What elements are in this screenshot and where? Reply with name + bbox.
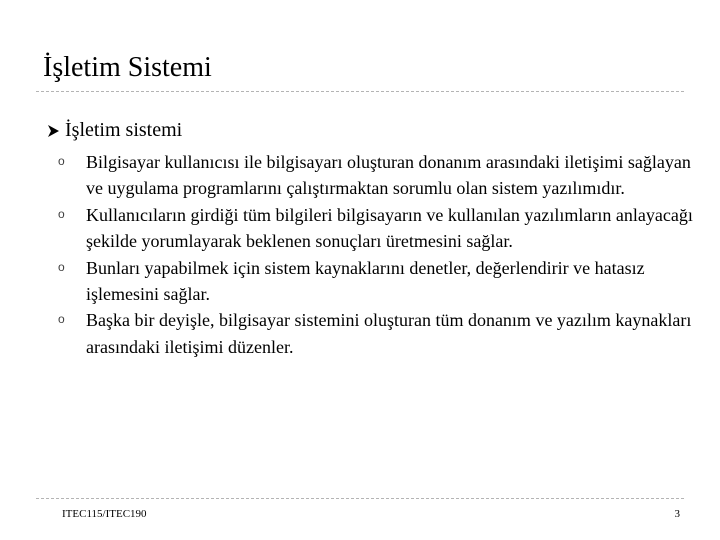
circle-bullet-icon: o	[58, 259, 65, 274]
list-item-text: Bilgisayar kullanıcısı ile bilgisayarı oluşturan donanım arasındaki iletişimi sağlayan ve uygulama programlarını çalıştırmaktan sorumlu olan sistem yazılımıdır.	[86, 152, 691, 199]
list-item-text: Bunları yapabilmek için sistem kaynaklarını denetler, değerlendirir ve hatasız işlemesini sağlar.	[86, 257, 645, 305]
list-item	[58, 202, 708, 255]
title-divider	[36, 91, 684, 92]
list-item-text: Başka bir deyişle, bilgisayar sistemini oluşturan tüm donanım ve yazılım kaynakları arasındaki iletişimi düzenler.	[86, 310, 692, 357]
footer-divider	[36, 498, 684, 499]
circle-bullet-icon: o	[58, 312, 65, 327]
list-item	[58, 149, 708, 202]
slide-title: İşletim Sistemi	[43, 52, 212, 83]
footer-course-code: ITEC115/ITEC190	[62, 508, 147, 520]
sub-bullet-list	[58, 149, 708, 360]
list-item	[58, 307, 708, 360]
circle-bullet-icon: o	[58, 206, 65, 221]
list-item-text: Kullanıcıların girdiği tüm bilgileri bilgisayarın ve kullanılan yazılımların anlayacağı şekilde yorumlayarak beklenen sonuçları üretmesini sağlar.	[86, 204, 693, 252]
circle-bullet-icon: o	[58, 154, 65, 168]
main-bullet-text: İşletim sistemi	[65, 119, 183, 141]
list-item	[58, 255, 708, 308]
footer-page-number: 3	[674, 508, 680, 520]
arrowhead-bullet-icon	[45, 117, 65, 145]
